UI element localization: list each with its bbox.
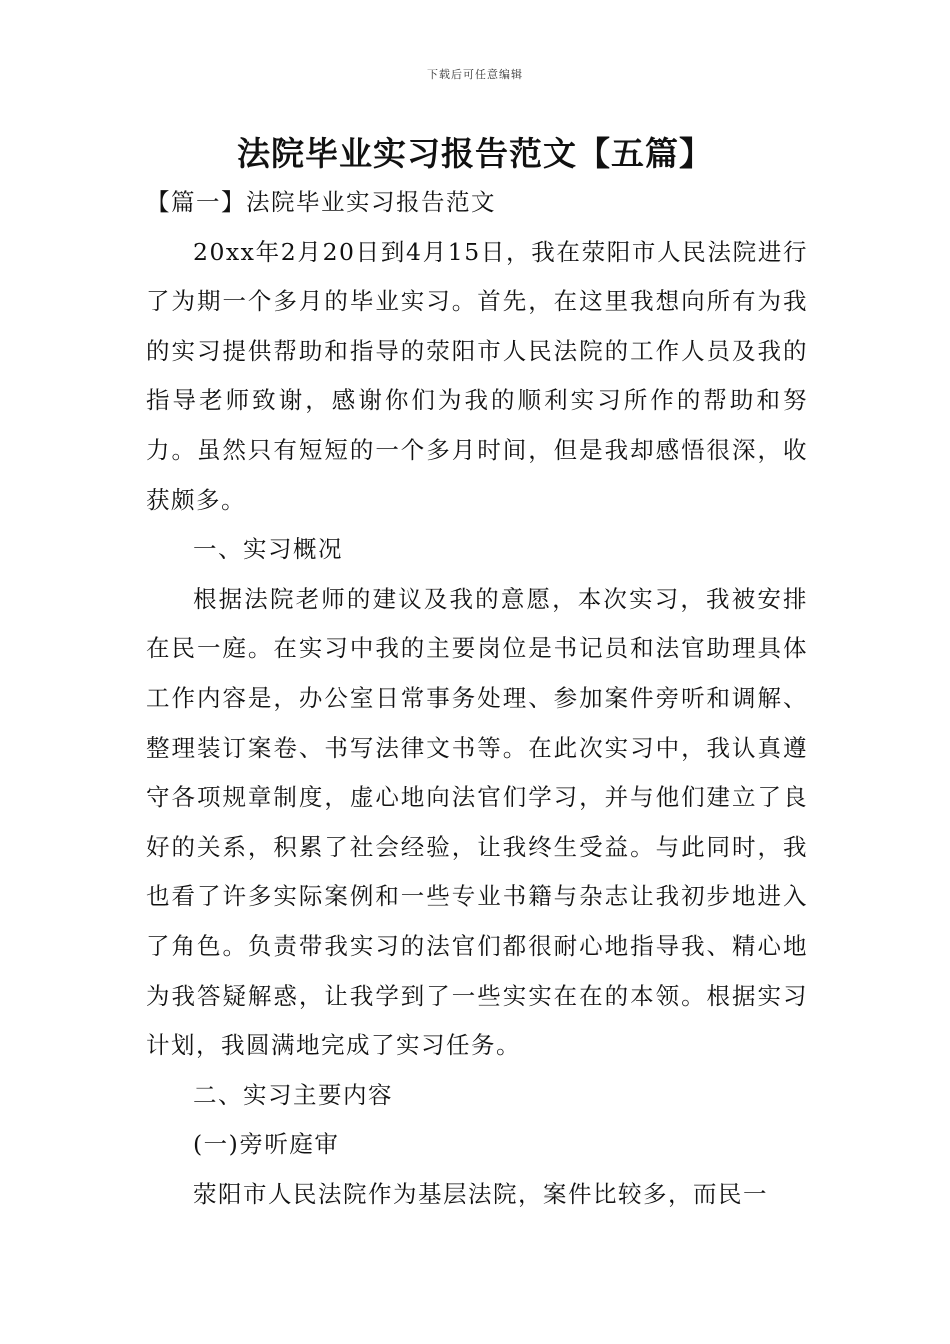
subheading-main-content: 二、实习主要内容 <box>193 1080 393 1109</box>
document-title: 法院毕业实习报告范文【五篇】 <box>237 134 713 173</box>
subheading-court-hearing: (一)旁听庭审 <box>193 1130 340 1159</box>
header-note: 下载后可任意编辑 <box>427 68 523 81</box>
subheading-overview: 一、实习概况 <box>193 535 343 564</box>
document-body <box>146 178 808 1219</box>
paragraph-overview: 根据法院老师的建议及我的意愿，本次实习，我被安排在民一庭。在实习中我的主要岗位是书记员和法官助理具体工作内容是，办公室日常事务处理、参加案件旁听和调解、整理装订案卷、书写法律文书等。在此次实习中，我认真遵守各项规章制度，虚心地向法官们学习，并与他们建立了良好的关系，积累了社会经验，让我终生受益。与此同时，我也看了许多实际案例和一些专业书籍与杂志让我初步地进入了角色。负责带我实习的法官们都很耐心地指导我、精心地为我答疑解惑，让我学到了一些实实在在的本领。根据实习计划，我圆满地完成了实习任务。 <box>146 584 808 1060</box>
paragraph-intro: 20xx年2月20日到4月15日，我在荥阳市人民法院进行了为期一个多月的毕业实习。首先，在这里我想向所有为我的实习提供帮助和指导的荥阳市人民法院的工作人员及我的指导老师致谢，感谢你们为我的顺利实习所作的帮助和努力。虽然只有短短的一个多月时间，但是我却感悟很深，收获颇多。 <box>146 237 808 514</box>
section-heading: 【篇一】法院毕业实习报告范文 <box>146 188 496 216</box>
paragraph-court-hearing: 荥阳市人民法院作为基层法院，案件比较多，而民一 <box>193 1179 768 1208</box>
